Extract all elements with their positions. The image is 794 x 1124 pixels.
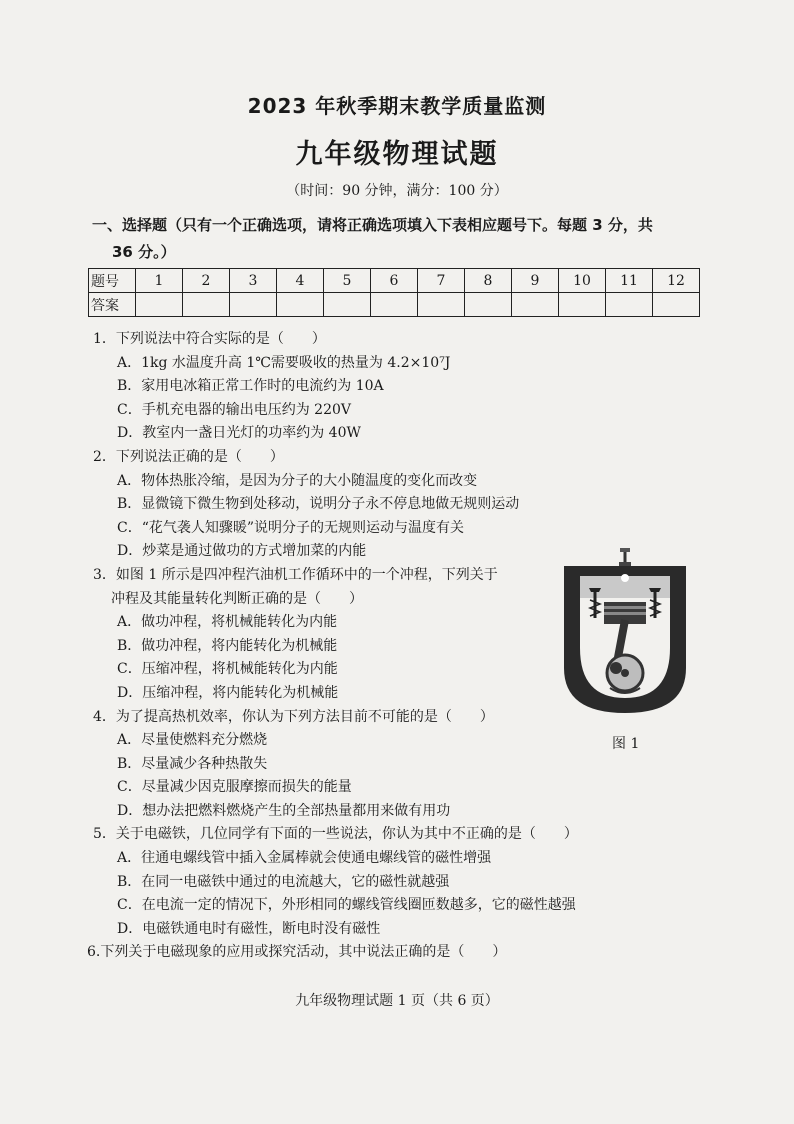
question-5 [93,823,713,941]
option-b: B．做功冲程，将内能转化为机械能 [117,637,338,654]
q-number-cell: 6 [371,269,418,293]
q-number-cell: 12 [653,269,700,293]
option-c: C．尽量减少因克服摩擦而损失的能量 [117,779,352,796]
option-d: D．教室内一盏日光灯的功率约为 40W [117,425,361,442]
question-4 [93,706,713,824]
q-number-cell: 7 [418,269,465,293]
option-b: B．显微镜下微生物到处移动，说明分子永不停息地做无规则运动 [117,496,520,513]
answer-cell[interactable] [465,293,512,317]
q-number-cell: 9 [512,269,559,293]
question-2 [93,446,713,564]
option-b: B．尽量减少各种热散失 [117,755,268,772]
question-stem: 1．下列说法中符合实际的是（ ） [93,331,326,347]
answer-cell[interactable] [183,293,230,317]
engine-diagram-icon [560,548,690,713]
option-b: B．家用电冰箱正常工作时的电流约为 10A [117,378,384,395]
answer-cell[interactable] [277,293,324,317]
q-number-cell: 11 [606,269,653,293]
question-stem-cont: 冲程及其能量转化判断正确的是（ ） [111,590,363,607]
option-a: A．1kg 水温度升高 1℃需要吸收的热量为 4.2×10⁷J [117,354,451,371]
section-heading-line1: 一、选择题（只有一个正确选项，请将正确选项填入下表相应题号下。每题 3 分，共 [92,216,653,234]
option-d: D．压缩冲程，将内能转化为机械能 [117,684,339,701]
exam-meta: （时间：90 分钟，满分：100 分） [286,183,508,199]
option-a: A．往通电螺线管中插入金属棒就会使通电螺线管的磁性增强 [117,850,492,867]
q-number-cell: 8 [465,269,512,293]
question-stem: 5．关于电磁铁，几位同学有下面的一些说法，你认为其中不正确的是（ ） [93,826,578,843]
option-c: C．手机充电器的输出电压约为 220V [117,401,351,418]
q-number-cell: 5 [324,269,371,293]
question-stem: 6.下列关于电磁现象的应用或探究活动，其中说法正确的是（ ） [87,944,507,961]
row-label-answer: 答案 [89,293,136,317]
section-heading-line2: 36 分。） [112,243,176,261]
option-a: A．做功冲程，将机械能转化为内能 [117,614,338,631]
row-label-number: 题号 [89,269,136,293]
q-number-cell: 10 [559,269,606,293]
question-1 [93,328,713,446]
figure-caption: 图 1 [612,736,640,752]
answer-cell[interactable] [559,293,606,317]
exam-subject: 九年级物理试题 [295,139,499,170]
option-c: C．在电流一定的情况下，外形相同的螺线管线圈匝数越多，它的磁性越强 [117,897,576,914]
option-a: A．尽量使燃料充分燃烧 [117,732,268,749]
answer-cell[interactable] [324,293,371,317]
q-number-cell: 3 [230,269,277,293]
option-d: D．想办法把燃料燃烧产生的全部热量都用来做有用功 [117,802,451,819]
answer-table-number-row [89,269,700,293]
option-b: B．在同一电磁铁中通过的电流越大，它的磁性就越强 [117,873,450,890]
question-stem: 3．如图 1 所示是四冲程汽油机工作循环中的一个冲程，下列关于 [93,566,498,583]
answer-cell[interactable] [418,293,465,317]
answer-table-answer-row [89,293,700,317]
answer-cell[interactable] [371,293,418,317]
option-d: D．炒菜是通过做功的方式增加菜的内能 [117,543,367,560]
answer-cell[interactable] [136,293,183,317]
section-heading [92,212,702,266]
option-a: A．物体热胀冷缩，是因为分子的大小随温度的变化而改变 [117,472,478,489]
answer-cell[interactable] [230,293,277,317]
answer-table [88,268,700,317]
question-stem: 2．下列说法正确的是（ ） [93,448,284,465]
q-number-cell: 1 [136,269,183,293]
question-stem: 4．为了提高热机效率，你认为下列方法目前不可能的是（ ） [93,708,494,725]
answer-cell[interactable] [606,293,653,317]
q-number-cell: 4 [277,269,324,293]
option-c: C．压缩冲程，将机械能转化为内能 [117,661,338,678]
page-footer: 九年级物理试题 1 页（共 6 页） [295,993,499,1009]
exam-title: 2023 年秋季期末教学质量监测 [247,94,547,118]
answer-cell[interactable] [653,293,700,317]
question-6 [87,941,713,965]
q-number-cell: 2 [183,269,230,293]
option-d: D．电磁铁通电时有磁性，断电时没有磁性 [117,920,381,937]
option-c: C．“花气袭人知骤暖”说明分子的无规则运动与温度有关 [117,519,465,536]
answer-cell[interactable] [512,293,559,317]
